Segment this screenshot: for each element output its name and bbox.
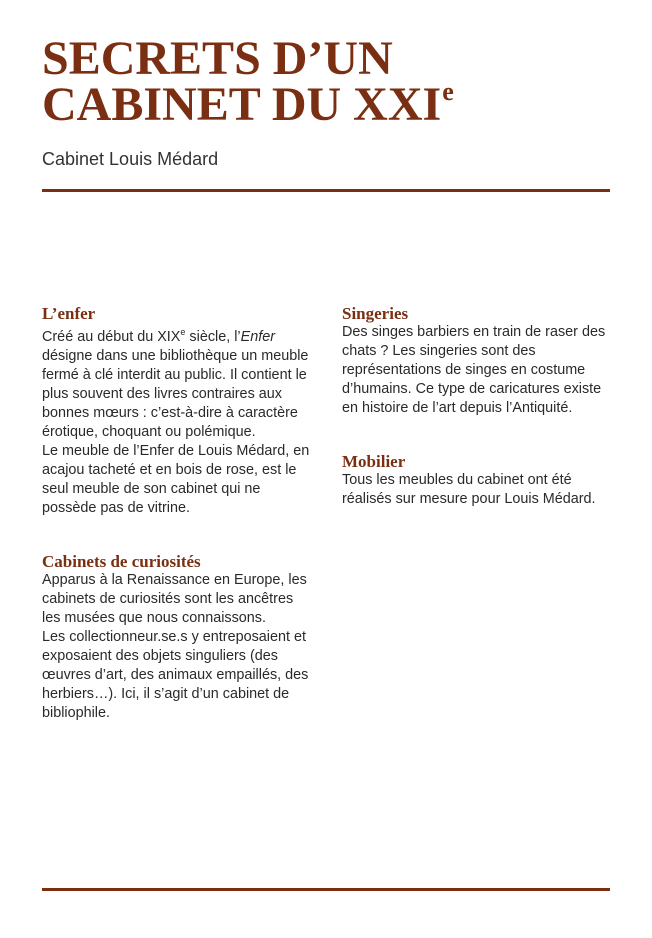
- enfer-emphasis: Enfer: [240, 328, 276, 345]
- enfer-text-a: Créé au début du XIX: [42, 328, 181, 345]
- section-text-cabinets-2: Les collectionneur.se.s y entreposaient et exposaient des objets singuliers (des œuvres d’art, des animaux empaillés, des herbiers…). Ici, il s’agit d’un cabinet de bibliophile.: [42, 628, 309, 721]
- section-mobilier: [342, 452, 610, 509]
- enfer-superscript: e: [180, 327, 186, 337]
- right-column: [342, 304, 610, 509]
- bottom-divider: [42, 888, 610, 891]
- section-heading-enfer: L’enfer: [42, 304, 96, 323]
- section-text-mobilier: Tous les meubles du cabinet ont été réalisés sur mesure pour Louis Médard.: [342, 472, 596, 507]
- enfer-text-c: désigne dans une bibliothèque un meuble fermé à clé interdit au public. Il contient le plus souvent des livres contraires aux bonnes mœurs : c’est-à-dire à caractère érotique, choquant ou polémique.: [42, 347, 309, 440]
- title-superscript: e: [442, 77, 454, 106]
- section-enfer: [42, 304, 312, 518]
- title-line-2: [42, 77, 454, 135]
- section-singeries: [342, 304, 610, 418]
- left-column: [42, 304, 312, 723]
- section-text-singeries: Des singes barbiers en train de raser des chats ? Les singeries sont des représentations de singes en costume d’humains. Ce type de caricatures existe en histoire de l’art depuis l’Antiquité.: [342, 324, 606, 416]
- section-text-enfer-1: [42, 323, 312, 442]
- enfer-text-b: siècle, l’: [185, 328, 241, 345]
- title-line-1: SECRETS D’UN: [42, 32, 393, 85]
- page-title: [42, 32, 454, 135]
- section-text-cabinets-1: Apparus à la Renaissance en Europe, les cabinets de curiosités sont les ancêtres les musées que nous connaissons.: [42, 571, 307, 626]
- top-divider: [42, 189, 610, 192]
- section-cabinets: [42, 552, 312, 723]
- section-heading-mobilier: Mobilier: [342, 452, 406, 471]
- section-heading-singeries: Singeries: [342, 304, 409, 323]
- section-text-enfer-2: Le meuble de l’Enfer de Louis Médard, en acajou tacheté et en bois de rose, est le seul meuble de son cabinet qui ne possède pas de vitrine.: [42, 442, 310, 516]
- section-heading-cabinets: Cabinets de curiosités: [42, 551, 201, 571]
- page-subtitle: Cabinet Louis Médard: [42, 149, 219, 169]
- title-line-2-text: CABINET DU XXI: [42, 78, 442, 131]
